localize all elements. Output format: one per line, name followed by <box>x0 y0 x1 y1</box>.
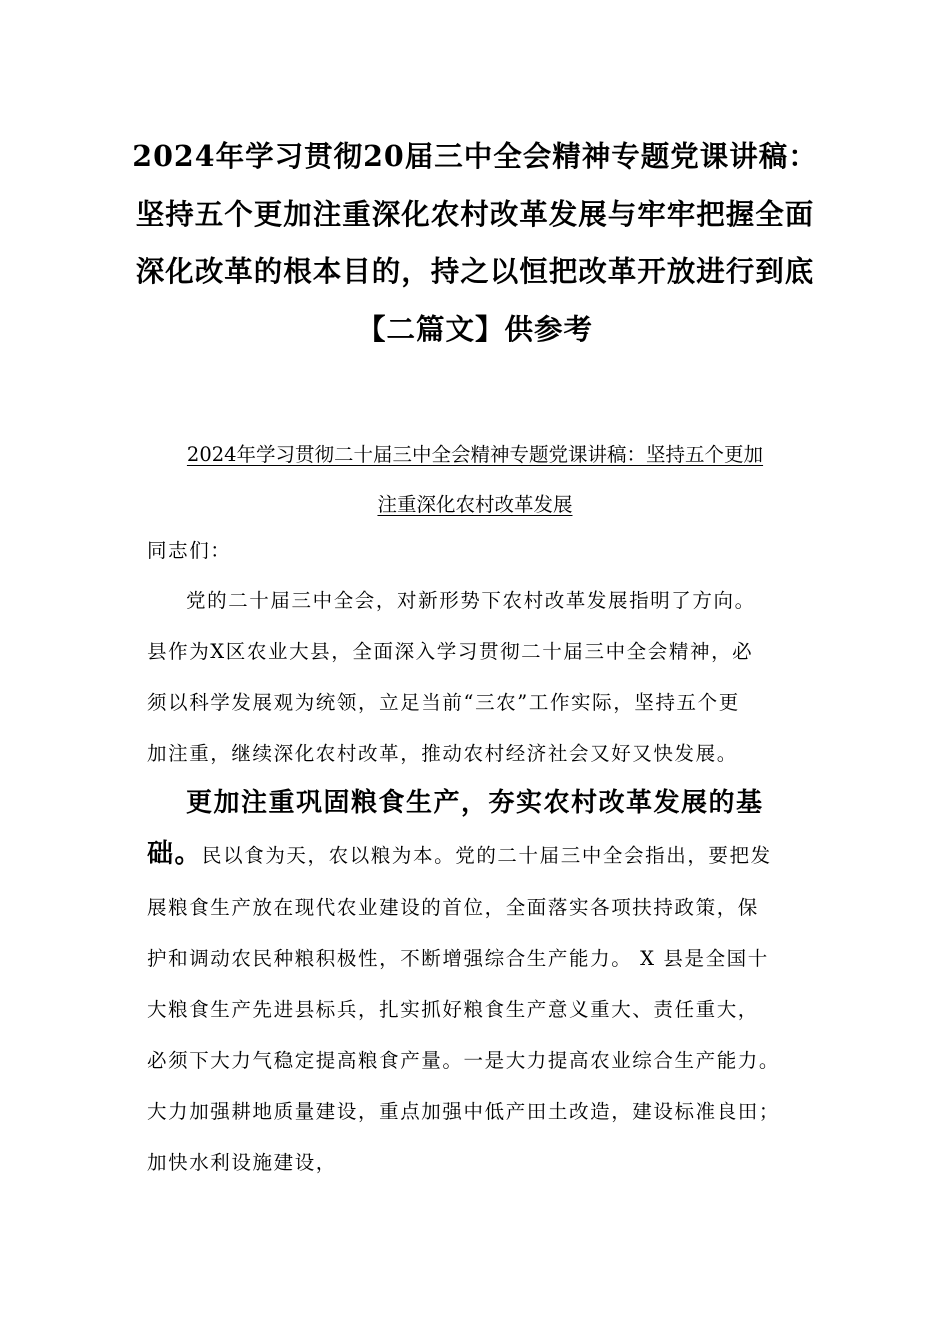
main-title-line-2: 坚持五个更加注重深化农村改革发展与牢牢把握全面 <box>135 196 815 231</box>
paragraph-line: 大粮食生产先进县标兵，扎实抓好粮食生产意义重大、责任重大， <box>147 998 759 1021</box>
main-title-line-3: 深化改革的根本目的，持之以恒把改革开放进行到底 <box>135 254 815 288</box>
paragraph-line <box>147 780 823 828</box>
greeting <box>147 525 823 576</box>
paragraph-line-text: 民以食为天，农以粮为本。党的二十届三中全会指出，要把发 <box>202 844 772 867</box>
paragraph-line: 大力加强耕地质量建设，重点加强中低产田土改造，建设标准良田； <box>147 1100 781 1123</box>
paragraph-grain-production <box>147 780 823 1188</box>
sub-title-line-1: 2024年学习贯彻二十届三中全会精神专题党课讲稿：坚持五个更加 <box>186 443 764 466</box>
sub-title-line-2: 注重深化农村改革发展 <box>377 493 573 516</box>
section-heading-part-1: 更加注重巩固粮食生产，夯实农村改革发展的基 <box>186 788 764 818</box>
paragraph-intro <box>147 575 823 779</box>
paragraph-line: 必须下大力气稳定提高粮食产量。一是大力提高农业综合生产能力。 <box>147 1049 781 1072</box>
paragraph-line: 党的二十届三中全会，对新形势下农村改革发展指明了方向。 <box>186 589 756 612</box>
paragraph-line <box>147 828 823 882</box>
greeting-text: 同志们： <box>147 539 232 562</box>
paragraph-line: 展粮食生产放在现代农业建设的首位，全面落实各项扶持政策，保 <box>147 896 759 919</box>
paragraph-line: 县作为X区农业大县，全面深入学习贯彻二十届三中全会精神，必 <box>147 640 754 663</box>
section-heading-part-2: 础。 <box>147 839 203 869</box>
document-main-title <box>120 128 830 358</box>
section-subtitle <box>130 430 820 530</box>
paragraph-line: 护和调动农民种粮积极性，不断增强综合生产能力。 X 县是全国十 <box>147 947 769 970</box>
paragraph-line: 须以科学发展观为统领，立足当前“三农”工作实际，坚持五个更 <box>147 691 740 714</box>
main-title-line-1: 2024年学习贯彻20届三中全会精神专题党课讲稿： <box>132 139 818 173</box>
paragraph-line: 加注重，继续深化农村改革，推动农村经济社会又好又快发展。 <box>147 742 738 765</box>
main-title-line-4: 【二篇文】供参考 <box>356 311 593 346</box>
paragraph-line: 加快水利设施建设， <box>147 1151 337 1174</box>
